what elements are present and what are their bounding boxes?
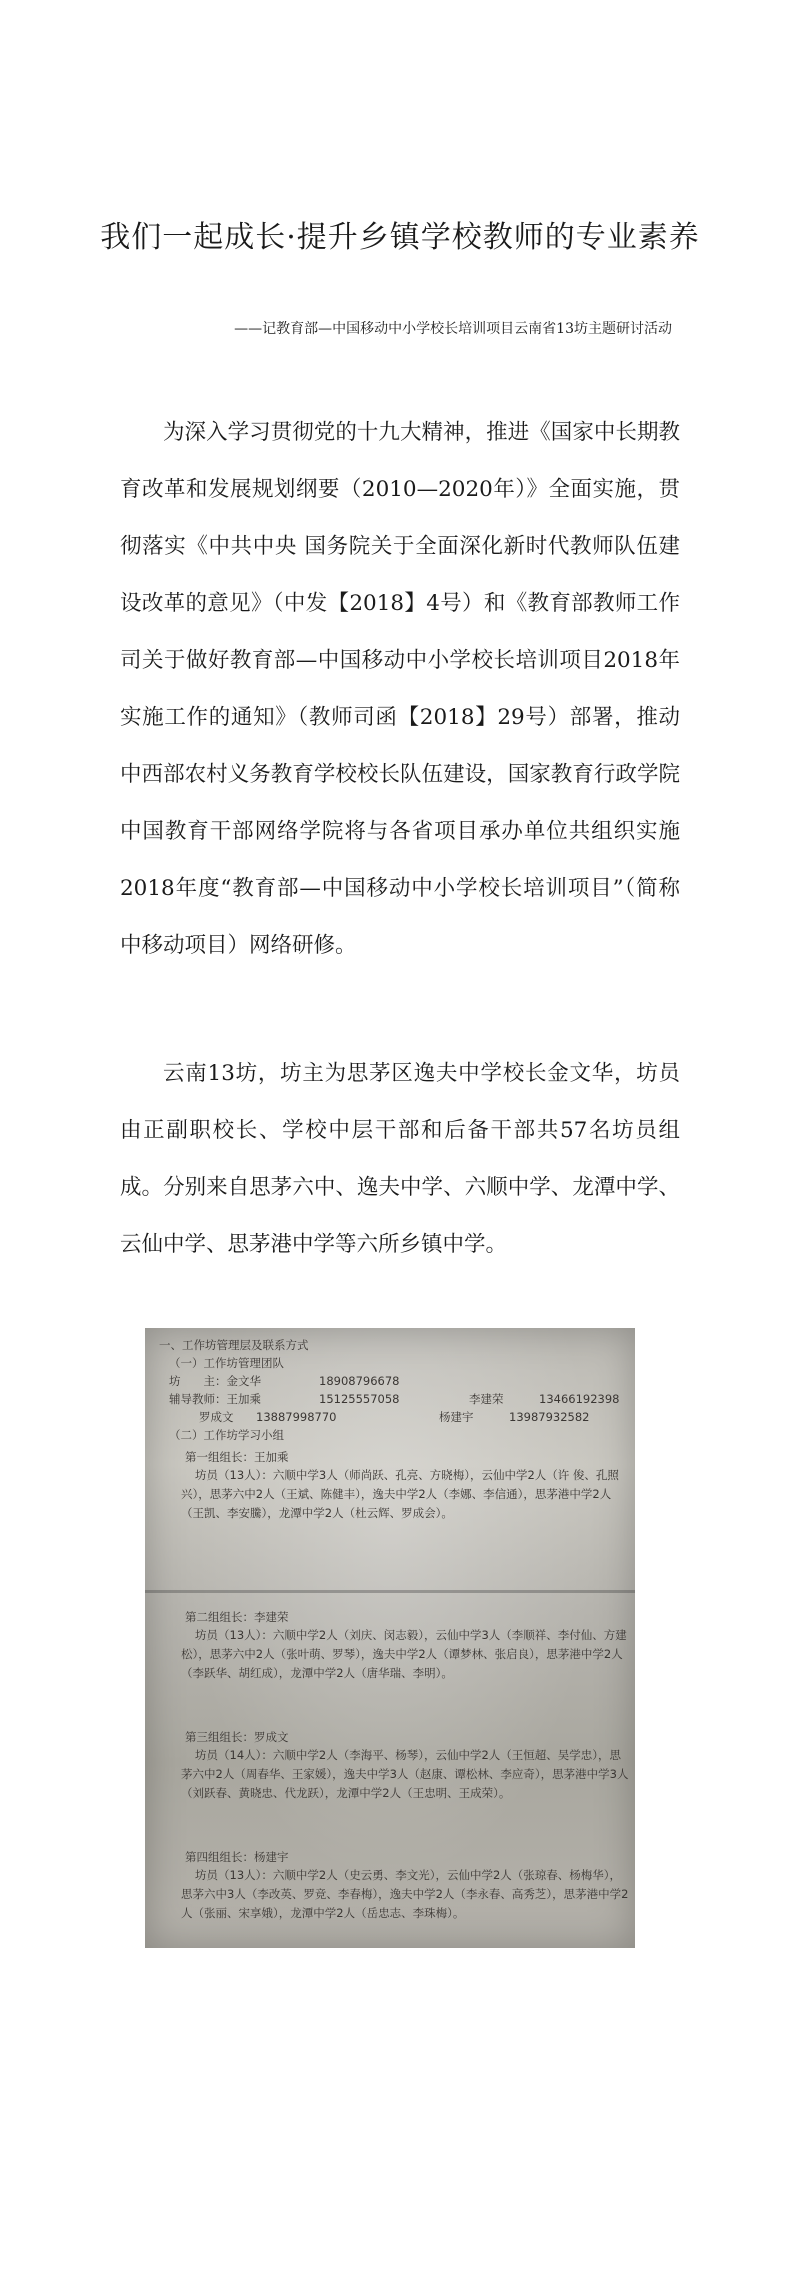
group-2 <box>159 1604 629 1683</box>
mgmt-heading: （一）工作坊管理团队 <box>169 1356 284 1370</box>
group-1-lead: 第一组组长：王加乘 <box>185 1450 289 1464</box>
tutor-row-2 <box>159 1408 629 1426</box>
groups-heading: （二）工作坊学习小组 <box>169 1428 284 1442</box>
host-row <box>159 1372 629 1390</box>
group-3-lead: 第三组组长：罗成文 <box>185 1730 289 1744</box>
tutor1-name: 辅导教师：王加乘 <box>169 1392 261 1406</box>
tutor3-phone: 13887998770 <box>256 1410 337 1424</box>
roster-heading: 一、工作坊管理层及联系方式 <box>159 1338 309 1352</box>
group-1 <box>159 1444 629 1523</box>
paragraph-2: 云南13坊，坊主为思茅区逸夫中学校长金文华，坊员由正副职校长、学校中层干部和后备干部共57名坊员组成。分别来自思茅六中、逸夫中学、六顺中学、龙潭中学、云仙中学、思茅港中学等六所乡镇中学。 <box>120 1061 680 1257</box>
tutor4-name: 杨建宇 <box>439 1410 474 1424</box>
paper-fold-line <box>145 1590 635 1593</box>
paragraph-1: 为深入学习贯彻党的十九大精神，推进《国家中长期教育改革和发展规划纲要（2010—2020年）》全面实施，贯彻落实《中共中央 国务院关于全面深化新时代教师队伍建设改革的意见》（中发【2018】4号）和《教育部教师工作司关于做好教育部—中国移动中小学校长培训项目2018年实施工作的通知》（教师司函【2018】29号）部署，推动中西部农村义务教育学校校长队伍建设，国家教育行政学院中国教育干部网络学院将与各省项目承办单位共组织实施2018年度“教育部—中国移动中小学校长培训项目”（简称中移动项目）网络研修。 <box>120 420 680 958</box>
group-4-members: 坊员（13人）：六顺中学2人（史云勇、李文光），云仙中学2人（张琼春、杨梅华），思茅六中3人（李改英、罗竞、李春梅），逸夫中学2人（李永春、高秀芝），思茅港中学2人（张丽、宋享娥），龙潭中学2人（岳忠志、李珠梅）。 <box>181 1868 629 1920</box>
group-3-members: 坊员（14人）：六顺中学2人（李海平、杨琴），云仙中学2人（王恒超、吴学忠），思茅六中2人（周春华、王家媛），逸夫中学3人（赵康、谭松林、李应奇），思茅港中学3人（刘跃春、黄晓忠、代龙跃），龙潭中学2人（王忠明、王成荣）。 <box>181 1748 629 1800</box>
roster-photo <box>145 1328 635 1948</box>
tutor1-phone: 15125557058 <box>319 1392 400 1406</box>
group-2-members: 坊员（13人）：六顺中学2人（刘庆、闵志毅），云仙中学3人（李顺祥、李付仙、方建松），思茅六中2人（张叶萌、罗琴），逸夫中学2人（谭梦林、张启良），思茅港中学2人（李跃华、胡红成），龙潭中学2人（唐华瑞、李明）。 <box>181 1628 627 1680</box>
group-3 <box>159 1724 629 1803</box>
tutor3-name: 罗成文 <box>199 1410 234 1424</box>
photo-text <box>159 1336 629 1920</box>
tutor2-name: 李建荣 <box>469 1392 504 1406</box>
group-2-lead: 第二组组长：李建荣 <box>185 1610 289 1624</box>
group-4 <box>159 1844 629 1923</box>
tutor4-phone: 13987932582 <box>509 1410 590 1424</box>
tutor-row-1 <box>159 1390 629 1408</box>
tutor2-phone: 13466192398 <box>539 1392 620 1406</box>
group-1-members: 坊员（13人）：六顺中学3人（师尚跃、孔亮、方晓梅），云仙中学2人（许 俊、孔照兴），思茅六中2人（王斌、陈健丰），逸夫中学2人（李娜、李信通），思茅港中学2人（王凯、李安騰），龙潭中学2人（杜云辉、罗成会）。 <box>181 1468 619 1520</box>
host-phone: 18908796678 <box>319 1374 400 1388</box>
page-title: 我们一起成长·提升乡镇学校教师的专业素养 <box>100 220 700 255</box>
host-label: 坊 主：金文华 <box>169 1374 261 1388</box>
subtitle: ——记教育部—中国移动中小学校长培训项目云南省13坊主题研讨活动 <box>234 321 672 337</box>
group-4-lead: 第四组组长：杨建宇 <box>185 1850 289 1864</box>
